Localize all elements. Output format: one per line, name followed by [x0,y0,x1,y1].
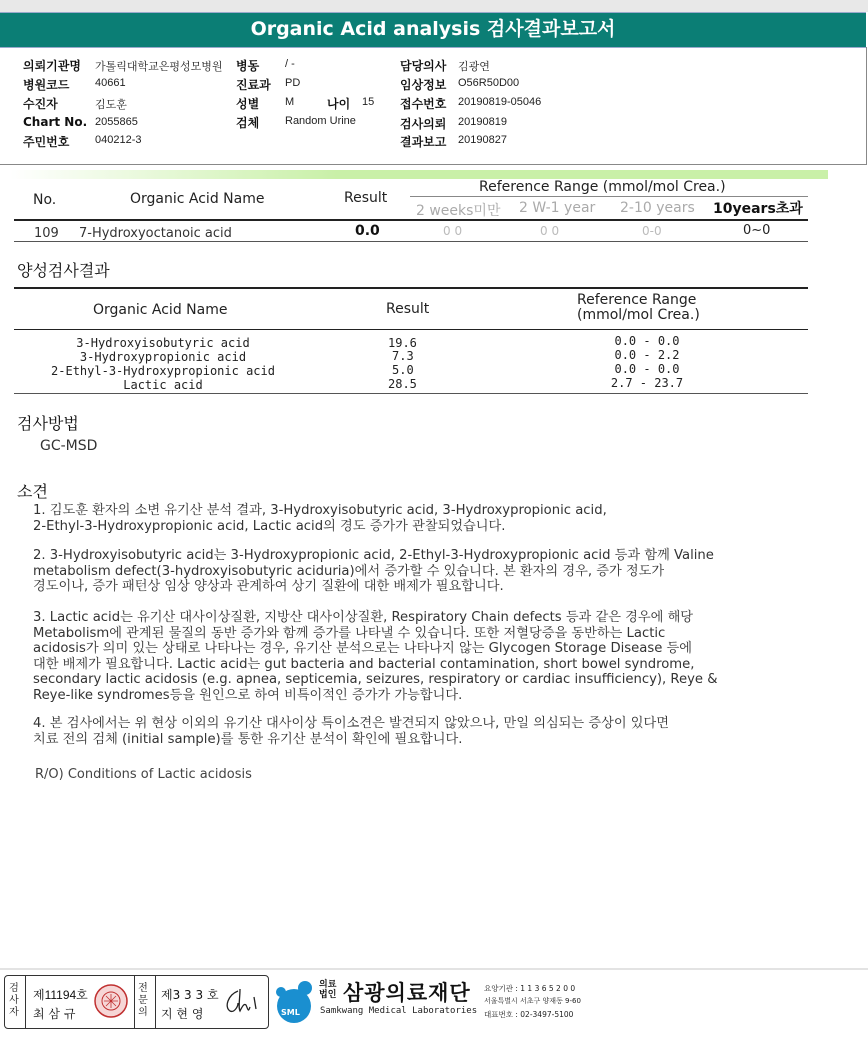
footer-divider [0,968,868,970]
row-ref-0: 0 0 [443,224,463,238]
specimen-label: 검체 [236,116,260,130]
specialist-signature-icon [222,985,262,1019]
positive-row-0-name: 3-Hydroxyisobutyric acid [76,336,250,350]
opinion-paragraph-2 [33,548,813,595]
dept-label: 진료과 [236,78,271,92]
specialist-number: 제3 3 3 호 [161,988,219,1002]
clinical-label: 임상정보 [400,78,447,92]
specialist-name: 지 현 영 [161,1007,204,1021]
opinion-p2-line: 경도이나, 증가 패턴상 임상 양상과 관계하여 상기 질환에 대한 배제가 필요합니다. [33,579,504,594]
sign-divider [134,976,135,1028]
table-header-rule [14,219,808,221]
request-value: 20190819 [458,116,507,128]
specialist-label: 전문의 [138,983,148,1018]
official-seal-icon [92,980,130,1022]
sign-divider [155,976,156,1028]
chart-no-value: 2055865 [95,116,138,128]
opinion-p1-line: 1. 김도훈 환자의 소변 유기산 분석 결과, 3-Hydroxyisobutyric acid, 3-Hydroxypropionic acid, [33,503,607,518]
positive-row-3-name: Lactic acid [123,378,203,392]
col-result-header: Result [344,190,388,206]
opinion-paragraph-1 [33,503,813,534]
method-value: GC-MSD [40,438,98,454]
table-bottom-rule [14,241,808,242]
opinion-p2-line: 2. 3-Hydroxyisobutyric acid는 3-Hydroxypropionic acid, 2-Ethyl-3-Hydroxypropionic acid 등과 함께 Valine [33,548,714,563]
id-label: 주민번호 [23,135,70,149]
positive-row-1-name: 3-Hydroxypropionic acid [79,350,247,364]
top-strip [0,0,868,12]
patient-label: 수진자 [23,97,58,111]
age-group-0: 2 weeks미만 [416,203,501,219]
opinion-p2-line: metabolism defect(3-hydroxyisobutyric aciduria)에서 증가할 수 있습니다. 본 환자의 경우, 증가 정도가 [33,563,665,579]
doctor-label: 담당의사 [400,59,447,73]
positive-row-3-result: 28.5 [388,377,417,391]
tester-name: 최 삼 규 [33,1007,76,1021]
positive-top-rule [14,287,808,289]
institution-label: 의뢰기관명 [23,59,81,73]
positive-row-0-ref: 0.0 - 0.0 [614,334,680,348]
tester-label: 검사자 [9,983,19,1018]
org-name: 삼광의료재단 [343,981,471,1005]
row-ref-2: 0-0 [642,224,662,238]
ward-label: 병동 [236,59,260,73]
specimen-value: Random Urine [285,115,356,127]
age-label: 나이 [327,97,351,111]
report-value: 20190827 [458,134,507,146]
sex-label: 성별 [236,97,260,111]
age-group-2: 2-10 years [620,200,695,216]
org-code: 요양기관 : 1 1 3 6 5 2 0 0 [484,984,576,993]
clinical-value: O56R50D00 [458,77,520,89]
opinion-heading: 소견 [17,482,48,501]
opinion-p3-line: Metabolism에 관계된 물질의 동반 증가와 함께 증가를 나타낼 수 있습니다. 또한 저혈당증을 동반하는 Lactic [33,625,666,641]
age-group-3: 10years초과 [713,201,803,217]
row-ref-3: 0~0 [743,223,771,238]
opinion-p3-line: acidosis가 의미 있는 상태로 나타나는 경우, 유기산 분석으로는 나타나지 않는 Glycogen Storage Disease 등에 [33,641,693,656]
sex-value: M [285,96,295,108]
request-label: 검사의뢰 [400,117,447,131]
positive-col-ref-2: (mmol/mol Crea.) [577,307,700,323]
positive-col-result: Result [386,301,430,317]
positive-row-3-ref: 2.7 - 23.7 [610,376,684,390]
org-name-english: Samkwang Medical Laboratories [320,1006,478,1016]
method-heading: 검사방법 [17,414,79,433]
row-result: 0.0 [355,223,380,239]
opinion-p3-line: 대한 배제가 필요합니다. Lactic acid는 gut bacteria and bacterial contamination, short bowel syndrome, [33,656,695,672]
col-no-header: No. [33,192,57,208]
institution-value: 가톨릭대학교은평성모병원 [95,61,223,73]
positive-row-2-result: 5.0 [392,363,414,377]
row-name: 7-Hydroxyoctanoic acid [79,226,232,241]
positive-heading: 양성검사결과 [17,261,110,280]
tester-number: 제11194호 [33,988,88,1002]
positive-row-1-ref: 0.0 - 2.2 [614,348,680,362]
positive-header-rule [14,329,808,330]
opinion-p3-line: secondary lactic acidosis (e.g. apnea, septicemia, seizures, respiratory or cardiac insufficiency), Reye & [33,672,718,687]
row-no: 109 [34,226,59,241]
org-phone: 대표번호 : 02-3497-5100 [484,1010,574,1019]
hospital-code-label: 병원코드 [23,78,70,92]
section-separator [10,170,828,179]
id-value: 040212-3 [95,134,142,146]
chart-no-label: Chart No. [23,115,88,129]
age-group-1: 2 W-1 year [519,200,596,216]
report-label: 결과보고 [400,135,447,149]
ward-value: / - [285,58,295,70]
row-ref-1: 0 0 [540,224,560,238]
positive-row-2-name: 2-Ethyl-3-Hydroxypropionic acid [51,364,275,378]
sml-logo-icon [272,978,316,1026]
positive-row-0-result: 19.6 [388,336,417,350]
receipt-value: 20190819-05046 [458,96,542,108]
col-ref-header: Reference Range (mmol/mol Crea.) [479,179,726,195]
age-value: 15 [362,96,375,108]
patient-value: 김도훈 [95,99,127,111]
doctor-value: 김광연 [458,61,490,73]
org-type: 의료법인 [319,980,337,1000]
ref-header-divider [410,196,808,197]
opinion-p3-line: 3. Lactic acid는 유기산 대사이상질환, 지방산 대사이상질환, Respiratory Chain defects 등과 같은 경우에 해당 [33,610,694,625]
opinion-conclusion: R/O) Conditions of Lactic acidosis [35,767,252,782]
opinion-p1-line: 2-Ethyl-3-Hydroxypropionic acid, Lactic acid의 경도 증가가 관찰되었습니다. [33,518,506,534]
org-address: 서울특별시 서초구 양재동 9-60 [484,997,581,1005]
col-name-header: Organic Acid Name [130,191,265,207]
positive-col-name: Organic Acid Name [93,302,228,318]
sign-divider [25,976,26,1028]
receipt-label: 접수번호 [400,97,447,111]
positive-bottom-rule [14,393,808,394]
positive-col-ref-1: Reference Range [577,292,697,308]
positive-row-2-ref: 0.0 - 0.0 [614,362,680,376]
opinion-p4-line: 치료 전의 검체 (initial sample)를 통한 유기산 분석이 확인에 필요합니다. [33,731,463,747]
report-title: Organic Acid analysis 검사결과보고서 [250,18,616,40]
positive-row-1-result: 7.3 [392,349,414,363]
opinion-p3-line: Reye-like syndromes등을 원인으로 하여 비특이적인 증가가 가능합니다. [33,687,463,703]
hospital-code-value: 40661 [95,77,126,89]
opinion-p4-line: 4. 본 검사에서는 위 현상 이외의 유기산 대사이상 특이소견은 발견되지 않았으나, 만일 의심되는 증상이 있다면 [33,716,669,731]
opinion-paragraph-3 [33,610,813,703]
logo-text: SML [281,1008,300,1017]
dept-value: PD [285,77,301,89]
opinion-paragraph-4 [33,716,813,747]
